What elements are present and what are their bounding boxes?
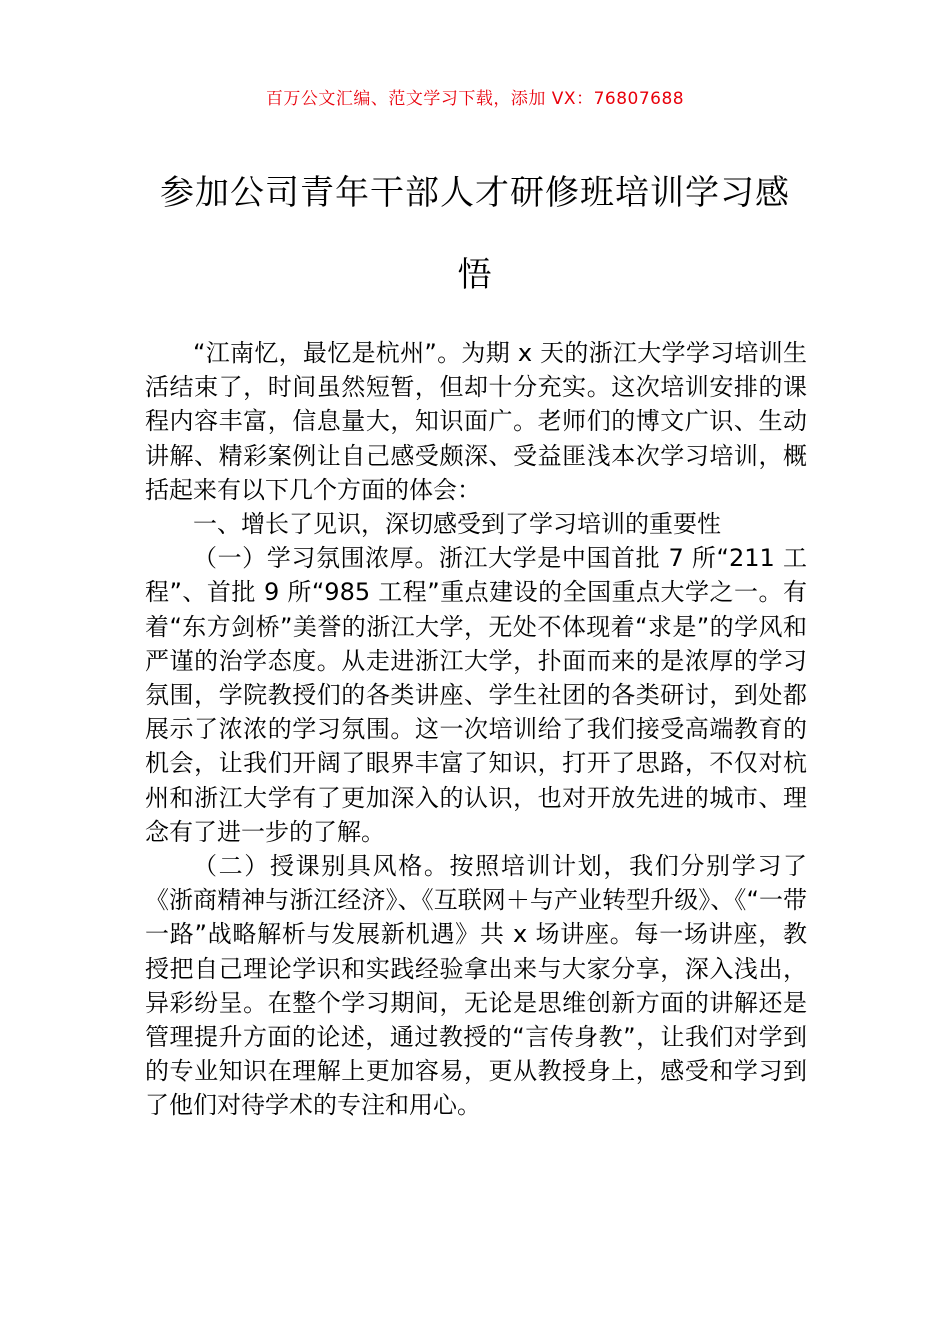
paragraph-point-2: （二）授课别具风格。按照培训计划，我们分别学习了《浙商精神与浙江经济》、《互联网＋与产业转型升级》、《“一带一路”战略解析与发展新机遇》共 x 场讲座。每一场讲座，教授把自己理论学识和实践经验拿出来与大家分享，深入浅出，异彩纷呈。在整个学习期间，无论是思维创新方面的讲解还是管理提升方面的论述，通过教授的“言传身教”，让我们对学到的专业知识在理解上更加容易，更从教授身上，感受和学习到了他们对待学术的专注和用心。 (145, 852, 807, 1120)
document-title: 参加公司青年干部人才研修班培训学习感悟 (160, 173, 790, 295)
section-heading: 一、增长了见识，深切感受到了学习培训的重要性 (193, 510, 721, 539)
document-body (145, 336, 807, 1123)
paragraph-point-1: （一）学习氛围浓厚。浙江大学是中国首批 7 所“211 工程”、首批 9 所“985 工程”重点建设的全国重点大学之一。有着“东方剑桥”美誉的浙江大学，无处不体现着“求是”的学风和严谨的治学态度。从走进浙江大学，扑面而来的是浓厚的学习氛围，学院教授们的各类讲座、学生社团的各类研讨，到处都展示了浓浓的学习氛围。这一次培训给了我们接受高端教育的机会，让我们开阔了眼界丰富了知识，打开了思路，不仅对杭州和浙江大学有了更加深入的认识，也对开放先进的城市、理念有了进一步的了解。 (145, 544, 807, 846)
paragraph-intro: “江南忆，最忆是杭州”。为期 x 天的浙江大学学习培训生活结束了，时间虽然短暂，但却十分充实。这次培训安排的课程内容丰富，信息量大，知识面广。老师们的博文广识、生动讲解、精彩案例让自己感受颇深、受益匪浅本次学习培训，概括起来有以下几个方面的体会： (145, 339, 807, 504)
header-note: 百万公文汇编、范文学习下载，添加 VX：76807688 (265, 89, 685, 109)
